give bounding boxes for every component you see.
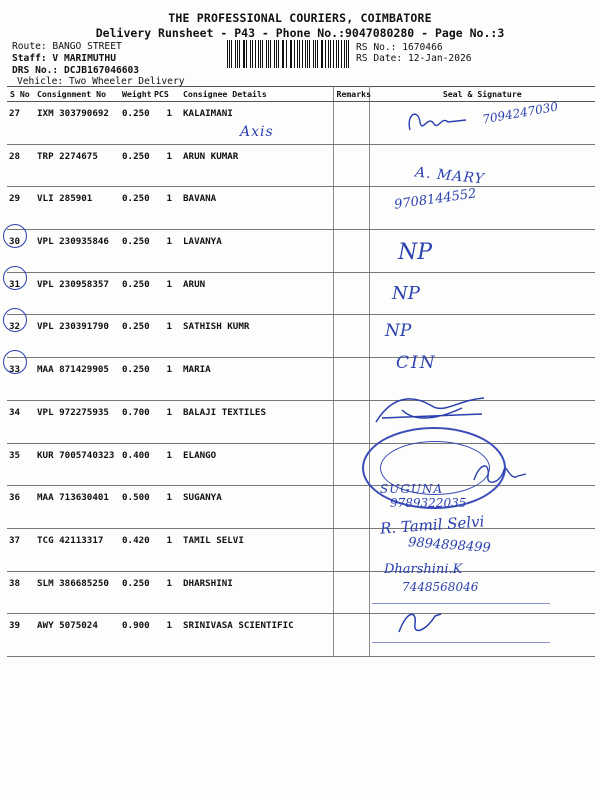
row-consignee: DHARSHINI [180,571,333,614]
row-sno: 32 [7,315,34,358]
row-consignment-no: KUR 7005740323 [34,443,119,486]
row-weight: 0.900 [119,614,151,657]
handwritten-note: CIN [396,353,437,373]
handwritten-phone: 9789322035 [390,496,467,510]
row-consignment-no: TRP 2274675 [34,144,119,187]
row-consignment-no: VPL 230391790 [34,315,119,358]
circle-mark [3,266,27,290]
handwritten-phone: 7094247030 [481,99,559,127]
runsheet-table [7,86,595,657]
row-consignment-no: VLI 285901 [34,187,119,230]
row-consignment-no: TCG 42113317 [34,528,119,571]
col-pcs: PCS [151,87,180,102]
row-weight: 0.250 [119,358,151,401]
col-seal-signature: Seal & Signature [369,87,595,102]
row-consignee: SATHISH KUMR [180,315,333,358]
row-consignee: ARUN KUMAR [180,144,333,187]
circle-mark [3,224,27,248]
row-sno: 38 [7,571,34,614]
row-consignee: BAVANA [180,187,333,230]
row-weight: 0.250 [119,102,151,145]
row-pcs: 1 [151,443,180,486]
table-row [7,528,595,571]
row-sno: 28 [7,144,34,187]
row-pcs: 1 [151,528,180,571]
handwritten-note: NP [398,240,433,265]
row-consignment-no: VPL 972275935 [34,400,119,443]
row-consignee: LAVANYA [180,230,333,273]
rs-date: RS Date: 12-Jan-2026 [356,53,472,64]
row-seal-signature [369,102,595,145]
row-sno: 29 [7,187,34,230]
row-sno: 30 [7,230,34,273]
row-pcs: 1 [151,400,180,443]
table-row [7,358,595,401]
row-pcs: 1 [151,358,180,401]
row-pcs: 1 [151,102,180,145]
row-sno: 35 [7,443,34,486]
row-consignee: ARUN [180,272,333,315]
row-weight: 0.250 [119,272,151,315]
col-remarks: Remarks [333,87,369,102]
row-sno: 31 [7,272,34,315]
row-remarks [333,358,369,401]
table-row [7,400,595,443]
row-sno: 39 [7,614,34,657]
row-consignee: KALAIMANI [180,102,333,145]
handwritten-name: Dharshini.K [384,562,463,577]
row-remarks [333,528,369,571]
row-pcs: 1 [151,486,180,529]
table-row [7,272,595,315]
col-sno: S No [7,87,34,102]
row-weight: 0.420 [119,528,151,571]
row-consignment-no: MAA 713630401 [34,486,119,529]
signature-row39 [395,606,445,638]
row-weight: 0.250 [119,571,151,614]
row-consignment-no: SLM 386685250 [34,571,119,614]
table-row [7,315,595,358]
row-consignee: MARIA [180,358,333,401]
row-pcs: 1 [151,315,180,358]
row-consignee: ELANGO [180,443,333,486]
handwritten-name: R. Tamil Selvi [379,512,485,538]
row-consignment-no: VPL 230958357 [34,272,119,315]
row-pcs: 1 [151,571,180,614]
runsheet-subtitle: Delivery Runsheet - P43 - Phone No.:9047080280 - Page No.:3 [95,26,505,40]
handwritten-note: NP [385,321,412,341]
barcode-image [227,40,352,68]
row-remarks [333,614,369,657]
row-consignee: TAMIL SELVI [180,528,333,571]
staff-label: Staff: V MARIMUTHU [12,53,116,64]
circle-mark [3,308,27,332]
row-remarks [333,486,369,529]
signature-row35 [470,456,530,490]
row-remarks [333,187,369,230]
row-consignee: SUGANYA [180,486,333,529]
route-label: Route: BANGO STREET [12,41,122,52]
table-row [7,187,595,230]
row-consignment-no: MAA 871429905 [34,358,119,401]
handwritten-phone: 7448568046 [402,580,479,594]
row-weight: 0.250 [119,230,151,273]
handwritten-name: SUGUNA [380,482,444,496]
company-title: THE PROFESSIONAL COURIERS, COIMBATORE [168,11,432,25]
row-weight: 0.250 [119,187,151,230]
table-row [7,486,595,529]
drs-number: DRS No.: DCJB167046603 [12,65,140,76]
col-consignee: Consignee Details [180,87,333,102]
row-weight: 0.250 [119,315,151,358]
row-weight: 0.700 [119,400,151,443]
row-weight: 0.250 [119,144,151,187]
row-sno: 33 [7,358,34,401]
handwritten-note: NP [392,283,420,304]
row-remarks [333,230,369,273]
row-remarks [333,272,369,315]
handwritten-phone: 9708144552 [393,186,478,213]
row-pcs: 1 [151,144,180,187]
row-sno: 36 [7,486,34,529]
row-pcs: 1 [151,187,180,230]
table-header-row [7,87,595,102]
row-sno: 37 [7,528,34,571]
row-remarks [333,315,369,358]
handwritten-remark: Axis [240,124,274,140]
row-remarks [333,102,369,145]
row-sno: 34 [7,400,34,443]
signature-row34 [372,392,492,430]
handwritten-name: A. MARY [414,164,486,188]
row-consignment-no: VPL 230935846 [34,230,119,273]
row-consignment-no: AWY 5075024 [34,614,119,657]
table-row [7,230,595,273]
row-pcs: 1 [151,614,180,657]
row-consignee: BALAJI TEXTILES [180,400,333,443]
row-consignee: SRINIVASA SCIENTIFIC [180,614,333,657]
row-weight: 0.400 [119,443,151,486]
row-weight: 0.500 [119,486,151,529]
row-consignment-no: IXM 303790692 [34,102,119,145]
row-sno: 27 [7,102,34,145]
col-consignment: Consignment No [34,87,119,102]
circle-mark [3,350,27,374]
handwritten-phone: 9894898499 [407,535,492,556]
signature-row27 [404,104,474,138]
vehicle-label: Vehicle: Two Wheeler Delivery [17,76,185,87]
row-remarks [333,571,369,614]
col-weight: Weight [119,87,151,102]
row-pcs: 1 [151,272,180,315]
rs-number: RS No.: 1670466 [356,42,443,53]
row-remarks [333,144,369,187]
row-pcs: 1 [151,230,180,273]
row-remarks [333,400,369,443]
table-row [7,144,595,187]
